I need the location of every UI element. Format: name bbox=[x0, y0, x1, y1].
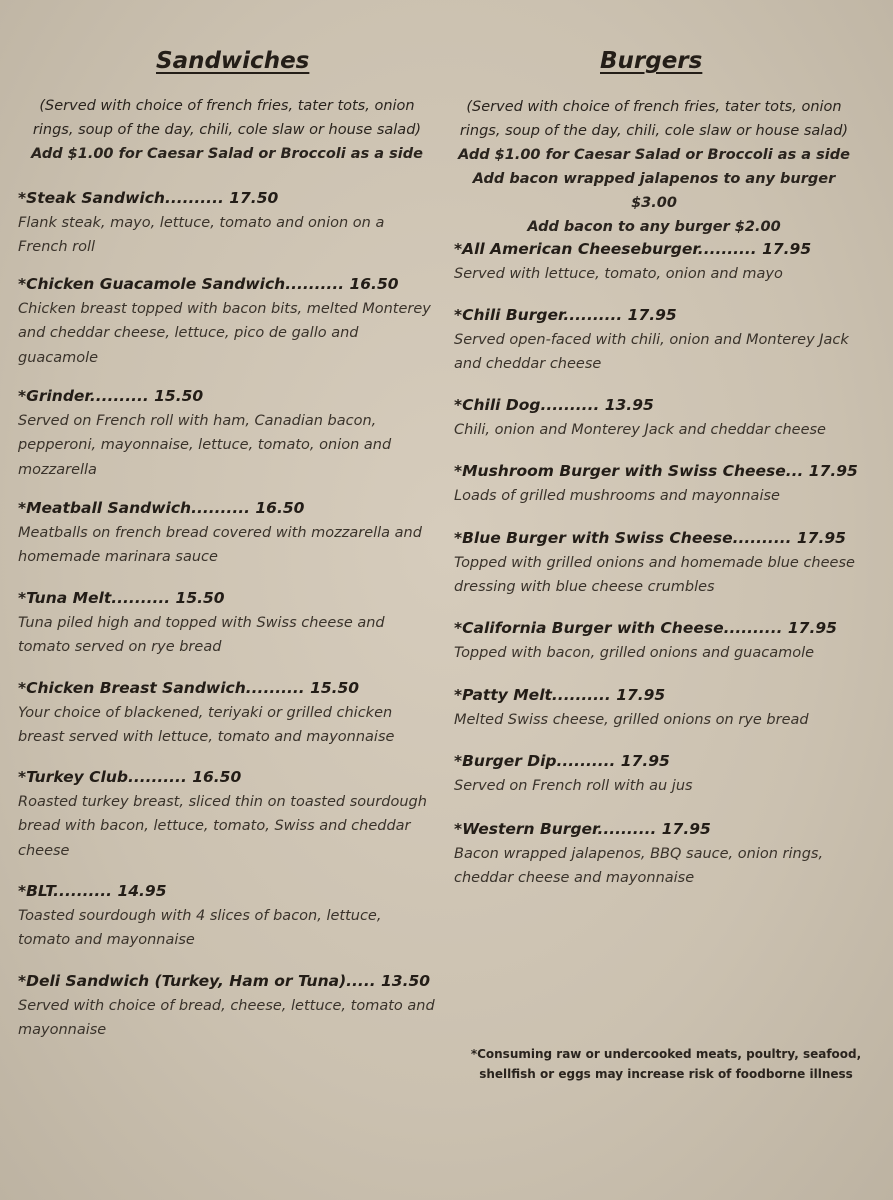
menu-item bbox=[454, 303, 874, 377]
menu-item bbox=[18, 272, 438, 370]
menu-item bbox=[454, 393, 874, 442]
menu-item-title: *Tuna Melt.......... 15.50 bbox=[18, 589, 225, 607]
menu-item-description: Roasted turkey breast, sliced thin on toasted sourdough bread with bacon, lettuce, tomato, Swiss and cheddar cheese bbox=[18, 793, 427, 859]
menu-item-description: Topped with grilled onions and homemade blue cheese dressing with blue cheese crumbles bbox=[454, 554, 855, 595]
menu-item bbox=[18, 384, 438, 482]
burgers-intro-line: (Served with choice of french fries, tater tots, onion bbox=[466, 99, 842, 115]
sandwiches-heading: Sandwiches bbox=[156, 48, 310, 74]
menu-item bbox=[454, 237, 874, 286]
menu-item bbox=[18, 586, 438, 660]
burgers-side-upgrade: Add $1.00 for Caesar Salad or Broccoli as a side bbox=[458, 147, 850, 163]
menu-item bbox=[18, 496, 438, 570]
sandwiches-intro bbox=[14, 94, 440, 166]
menu-item-description: Flank steak, mayo, lettuce, tomato and onion on a French roll bbox=[18, 214, 385, 255]
menu-item bbox=[454, 616, 874, 665]
menu-item-title: *Blue Burger with Swiss Cheese.......... 17.95 bbox=[454, 529, 846, 547]
menu-item-title: *California Burger with Cheese.......... 17.95 bbox=[454, 619, 837, 637]
sandwiches-side-upgrade: Add $1.00 for Caesar Salad or Broccoli as a side bbox=[31, 146, 423, 162]
menu-item bbox=[454, 817, 874, 891]
menu-item-description: Served on French roll with ham, Canadian bacon, pepperoni, mayonnaise, lettuce, tomato, onion and mozzarella bbox=[18, 412, 392, 478]
menu-item-title: *Chicken Breast Sandwich.......... 15.50 bbox=[18, 679, 360, 697]
menu-item-description: Served open-faced with chili, onion and Monterey Jack and cheddar cheese bbox=[454, 331, 849, 372]
menu-item bbox=[454, 526, 874, 600]
menu-item-title: *BLT.......... 14.95 bbox=[18, 882, 167, 900]
menu-item-description: Tuna piled high and topped with Swiss cheese and tomato served on rye bread bbox=[18, 614, 385, 655]
menu-item-title: *Meatball Sandwich.......... 16.50 bbox=[18, 499, 305, 517]
menu-item-description: Topped with bacon, grilled onions and guacamole bbox=[454, 644, 815, 661]
menu-item-description: Your choice of blackened, teriyaki or grilled chicken breast served with lettuce, tomato and mayonnaise bbox=[18, 704, 395, 745]
menu-item-description: Bacon wrapped jalapenos, BBQ sauce, onion rings, cheddar cheese and mayonnaise bbox=[454, 845, 824, 886]
menu-item-description: Served with choice of bread, cheese, lettuce, tomato and mayonnaise bbox=[18, 997, 435, 1038]
burgers-intro-line: rings, soup of the day, chili, cole slaw or house salad) bbox=[459, 123, 849, 139]
menu-item bbox=[454, 749, 874, 798]
menu-item-title: *Deli Sandwich (Turkey, Ham or Tuna)..... 13.50 bbox=[18, 972, 431, 990]
menu-item-description: Meatballs on french bread covered with mozzarella and homemade marinara sauce bbox=[18, 524, 422, 565]
disclaimer-line: shellfish or eggs may increase risk of foodborne illness bbox=[479, 1067, 853, 1081]
burgers-jalapeno-addon: Add bacon wrapped jalapenos to any burger $3.00 bbox=[472, 171, 836, 211]
menu-item-title: *Chili Dog.......... 13.95 bbox=[454, 396, 654, 414]
menu-item bbox=[18, 879, 438, 953]
menu-item-title: *Burger Dip.......... 17.95 bbox=[454, 752, 670, 770]
menu-item bbox=[18, 969, 438, 1043]
menu-item-description: Toasted sourdough with 4 slices of bacon, lettuce, tomato and mayonnaise bbox=[18, 907, 382, 948]
burgers-intro bbox=[450, 95, 858, 239]
menu-item-title: *All American Cheeseburger.......... 17.95 bbox=[454, 240, 812, 258]
menu-item-title: *Mushroom Burger with Swiss Cheese... 17.95 bbox=[454, 462, 858, 480]
menu-item-description: Served with lettuce, tomato, onion and mayo bbox=[454, 265, 783, 282]
menu-item bbox=[18, 765, 438, 863]
menu-item-title: *Patty Melt.......... 17.95 bbox=[454, 686, 666, 704]
menu-item-description: Chili, onion and Monterey Jack and cheddar cheese bbox=[454, 421, 826, 438]
food-safety-disclaimer bbox=[462, 1044, 870, 1084]
menu-item-description: Served on French roll with au jus bbox=[454, 777, 693, 794]
menu-item-title: *Steak Sandwich.......... 17.50 bbox=[18, 189, 279, 207]
menu-item-description: Melted Swiss cheese, grilled onions on rye bread bbox=[454, 711, 809, 728]
menu-item bbox=[454, 459, 874, 508]
menu-item-description: Loads of grilled mushrooms and mayonnaise bbox=[454, 487, 780, 504]
menu-item-title: *Grinder.......... 15.50 bbox=[18, 387, 204, 405]
sandwiches-intro-line: (Served with choice of french fries, tater tots, onion bbox=[39, 98, 415, 114]
sandwiches-intro-line: rings, soup of the day, chili, cole slaw or house salad) bbox=[32, 122, 422, 138]
menu-item bbox=[18, 676, 438, 750]
disclaimer-line: *Consuming raw or undercooked meats, poultry, seafood, bbox=[470, 1047, 862, 1061]
menu-item bbox=[454, 683, 874, 732]
menu-item-title: *Turkey Club.......... 16.50 bbox=[18, 768, 242, 786]
menu-item-title: *Chili Burger.......... 17.95 bbox=[454, 306, 677, 324]
menu-item-title: *Western Burger.......... 17.95 bbox=[454, 820, 711, 838]
burgers-bacon-addon: Add bacon to any burger $2.00 bbox=[527, 219, 781, 235]
menu-item-description: Chicken breast topped with bacon bits, melted Monterey and cheddar cheese, lettuce, pico de gallo and guacamole bbox=[18, 300, 431, 366]
burgers-heading: Burgers bbox=[600, 48, 703, 74]
menu-item-title: *Chicken Guacamole Sandwich.......... 16.50 bbox=[18, 275, 399, 293]
menu-item bbox=[18, 186, 438, 260]
